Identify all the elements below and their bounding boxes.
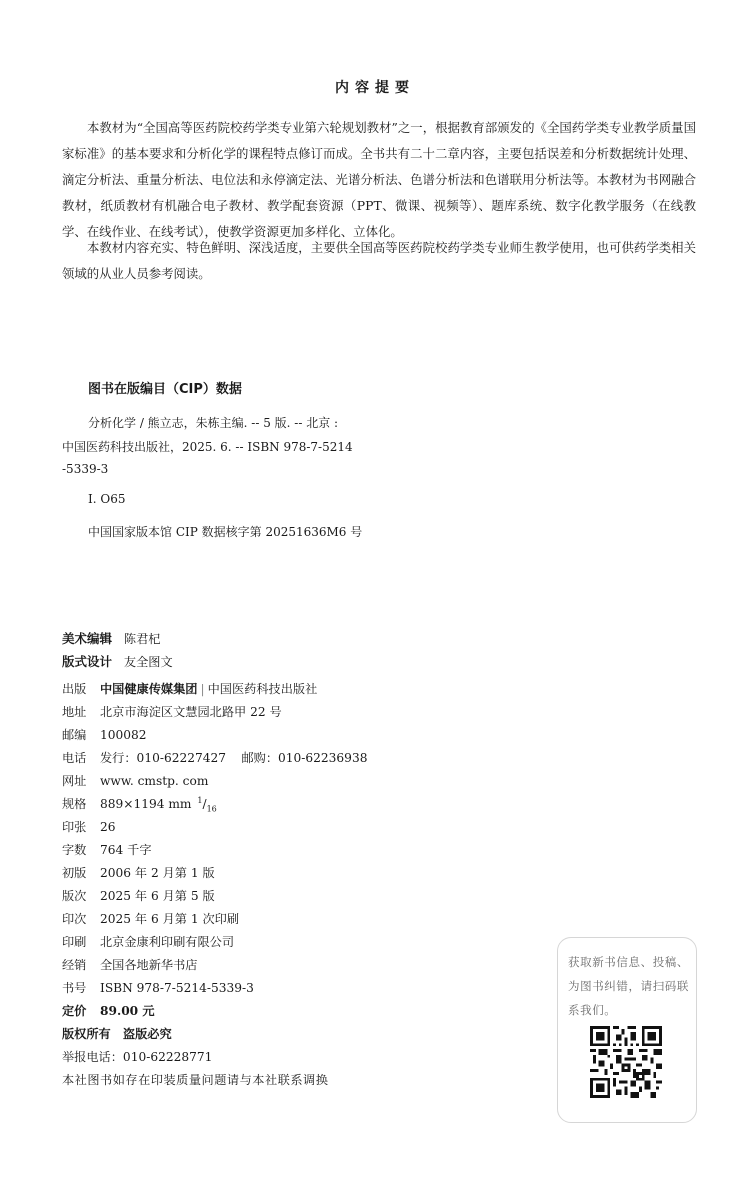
detail-value: 2025 年 6 月第 5 版 [100, 889, 215, 903]
price-label: 定价 [62, 1004, 87, 1018]
format-fraction-slash: / [202, 797, 207, 811]
detail-value: 北京市海淀区文慧园北路甲 22 号 [100, 705, 282, 719]
cip-record-number: 中国国家版本馆 CIP 数据核字第 20251636M6 号 [88, 525, 363, 539]
detail-label: 地址 [62, 705, 87, 719]
publisher-name: 中国医药科技出版社 [207, 682, 318, 696]
detail-label: 经销 [62, 958, 87, 972]
detail-row-distributor [62, 956, 198, 973]
detail-value: 全国各地新华书店 [100, 958, 198, 972]
detail-row-printing [62, 910, 239, 927]
price-value: 89.00 元 [100, 1004, 155, 1018]
detail-label: 出版 [62, 682, 87, 696]
cip-classification: Ⅰ. O65 [88, 492, 126, 506]
detail-row-phone [62, 749, 367, 766]
summary-paragraph-1: 本教材为“全国高等医药院校药学类专业第六轮规划教材”之一，根据教育部颁发的《全国药学类专业教学质量国家标准》的基本要求和分析化学的课程特点修订而成。全书共有二十二章内容，主要包括误差和分析数据统计处理、滴定分析法、重量分析法、电位法和永停滴定法、光谱分析法、色谱分析法和色谱联用分析法等。本教材为书网融合教材，纸质教材有机融合电子教材、教学配套资源（PPT、微课、视频等）、题库系统、数字化教学服务（在线教学、在线作业、在线考试），使教学资源更加多样化、立体化。 [62, 120, 696, 239]
quality-notice: 本社图书如存在印装质量问题请与本社联系调换 [62, 1073, 329, 1087]
detail-row-first-edition [62, 864, 215, 881]
qr-contact-box [557, 937, 697, 1123]
credit-art-editor [62, 629, 160, 647]
detail-row-printer [62, 933, 234, 950]
publisher-row [62, 680, 317, 697]
detail-value: www. cmstp. com [100, 774, 209, 788]
detail-label: 初版 [62, 866, 87, 880]
publisher-separator: | [200, 682, 205, 696]
summary-title: 内容提要 [335, 80, 415, 96]
detail-label: 书号 [62, 981, 87, 995]
detail-value: 北京金康利印刷有限公司 [100, 935, 235, 949]
qr-code-icon[interactable] [590, 1026, 662, 1098]
detail-label: 版次 [62, 889, 87, 903]
credit-layout-design [62, 652, 173, 670]
detail-value: 发行：010-62227427 邮购：010-62236938 [100, 751, 368, 765]
detail-value: 764 千字 [100, 843, 152, 857]
detail-row-sheets [62, 818, 116, 835]
detail-row-postcode [62, 726, 147, 743]
detail-value: ISBN 978-7-5214-5339-3 [100, 981, 254, 995]
rights-statement: 版权所有 盗版必究 [62, 1027, 172, 1041]
detail-row-price [62, 1002, 155, 1019]
detail-value: 26 [100, 820, 116, 834]
credit-value: 陈君杞 [123, 632, 161, 646]
detail-label: 电话 [62, 751, 87, 765]
detail-label: 规格 [62, 797, 87, 811]
detail-row-address [62, 703, 282, 720]
detail-row-isbn [62, 979, 254, 996]
detail-row-website [62, 772, 208, 789]
credit-label: 版式设计 [62, 654, 113, 669]
qr-box-text: 获取新书信息、投稿、为图书纠错，请扫码联系我们。 [568, 955, 689, 1017]
detail-row-word-count [62, 841, 152, 858]
format-fraction-numerator: 1 [197, 795, 203, 805]
detail-label: 印刷 [62, 935, 87, 949]
cip-heading: 图书在版编目（CIP）数据 [88, 382, 242, 397]
credit-label: 美术编辑 [62, 631, 113, 646]
detail-label: 印次 [62, 912, 87, 926]
detail-label: 网址 [62, 774, 87, 788]
cip-line-2: 中国医药科技出版社，2025. 6. -- ISBN 978-7-5214 [62, 440, 353, 454]
detail-value: 2025 年 6 月第 1 次印刷 [100, 912, 240, 926]
format-value: 889×1194 mm [100, 797, 192, 811]
detail-row-format [62, 795, 217, 813]
cip-line-3: -5339-3 [62, 462, 109, 476]
detail-label: 字数 [62, 843, 87, 857]
detail-value: 2006 年 2 月第 1 版 [100, 866, 215, 880]
credit-value: 友全图文 [123, 655, 173, 669]
detail-label: 邮编 [62, 728, 87, 742]
detail-value: 100082 [100, 728, 147, 742]
format-fraction-denominator: 16 [206, 804, 217, 814]
detail-label: 印张 [62, 820, 87, 834]
publisher-group: 中国健康传媒集团 [100, 682, 198, 696]
summary-paragraph-2: 本教材内容充实、特色鲜明、深浅适度，主要供全国高等医药院校药学类专业师生教学使用，也可供药学类相关领域的从业人员参考阅读。 [62, 240, 696, 281]
detail-row-edition [62, 887, 215, 904]
report-phone: 举报电话：010-62228771 [62, 1050, 213, 1064]
cip-line-1: 分析化学 / 熊立志，朱栋主编. -- 5 版. -- 北京 : [88, 416, 339, 430]
